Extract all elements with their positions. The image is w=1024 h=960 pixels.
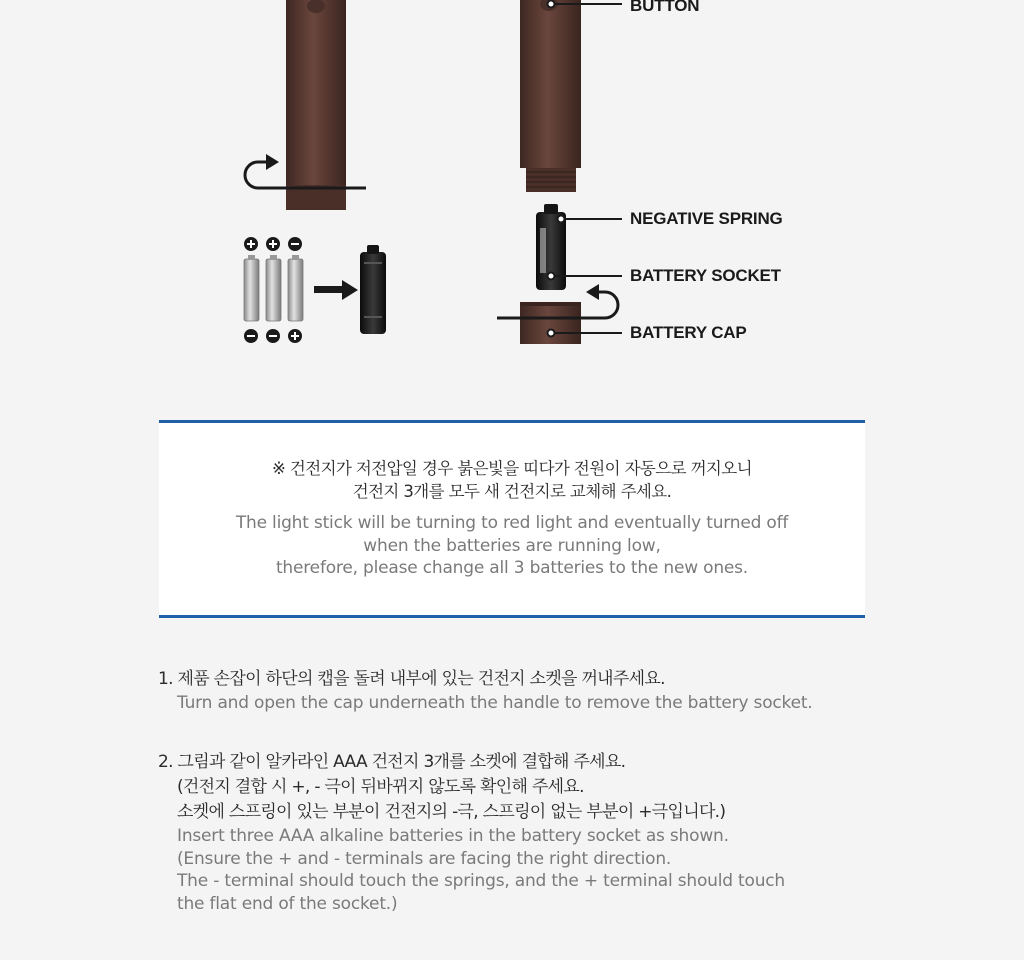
step-1-ko: 1. 제품 손잡이 하단의 캡을 돌려 내부에 있는 건전지 소켓을 꺼내주세요. bbox=[158, 669, 665, 689]
battery-installation-diagram bbox=[0, 0, 1024, 360]
notice-ko-line-2: 건전지 3개를 모두 새 건전지로 교체해 주세요. bbox=[352, 482, 672, 501]
polarity-bottom-icons bbox=[244, 329, 302, 343]
battery-socket-label: BATTERY SOCKET bbox=[630, 266, 781, 285]
polarity-top-icons bbox=[244, 237, 302, 251]
step-2-ko-line-2: (건전지 결합 시 +, - 극이 뒤바뀌지 않도록 확인해 주세요. bbox=[177, 777, 584, 797]
left-battery-socket bbox=[360, 245, 386, 334]
step-2 bbox=[158, 750, 918, 915]
notice-en-line-2: when the batteries are running low, bbox=[363, 535, 661, 556]
negative-spring-label: NEGATIVE SPRING bbox=[630, 209, 783, 228]
notice-en-line-1: The light stick will be turning to red light and eventually turned off bbox=[235, 513, 789, 533]
step-2-ko-line-3: 소켓에 스프링이 있는 부분이 건전지의 -극, 스프링이 없는 부분이 +극입니다.) bbox=[177, 802, 726, 822]
step-2-en-line-4: the flat end of the socket.) bbox=[177, 893, 398, 914]
step-1 bbox=[158, 667, 918, 715]
insert-arrow-icon bbox=[314, 280, 358, 300]
step-2-en-line-2: (Ensure the + and - terminals are facing the right direction. bbox=[177, 848, 672, 869]
battery-3 bbox=[288, 255, 303, 321]
left-handle bbox=[286, 0, 346, 210]
step-2-en-line-3: The - terminal should touch the springs, and the + terminal should touch bbox=[177, 871, 786, 891]
notice-en-line-3: therefore, please change all 3 batteries to the new ones. bbox=[275, 558, 749, 578]
step-1-en: Turn and open the cap underneath the handle to remove the battery socket. bbox=[177, 693, 813, 713]
battery-2 bbox=[266, 255, 281, 321]
step-2-ko-line-1: 2. 그림과 같이 알카라인 AAA 건전지 3개를 소켓에 결합해 주세요. bbox=[158, 752, 626, 772]
low-battery-notice bbox=[159, 420, 865, 618]
step-2-en-line-1: Insert three AAA alkaline batteries in the battery socket as shown. bbox=[177, 826, 729, 846]
button-label: BUTTON bbox=[630, 0, 700, 15]
battery-cap-label: BATTERY CAP bbox=[630, 323, 747, 342]
notice-ko-line-1: ※ 건전지가 저전압일 경우 붉은빛을 띠다가 전원이 자동으로 꺼지오니 bbox=[272, 459, 752, 478]
battery-cap bbox=[520, 302, 581, 344]
battery-1 bbox=[244, 255, 259, 321]
aaa-batteries bbox=[244, 255, 303, 321]
right-handle bbox=[520, 0, 581, 192]
